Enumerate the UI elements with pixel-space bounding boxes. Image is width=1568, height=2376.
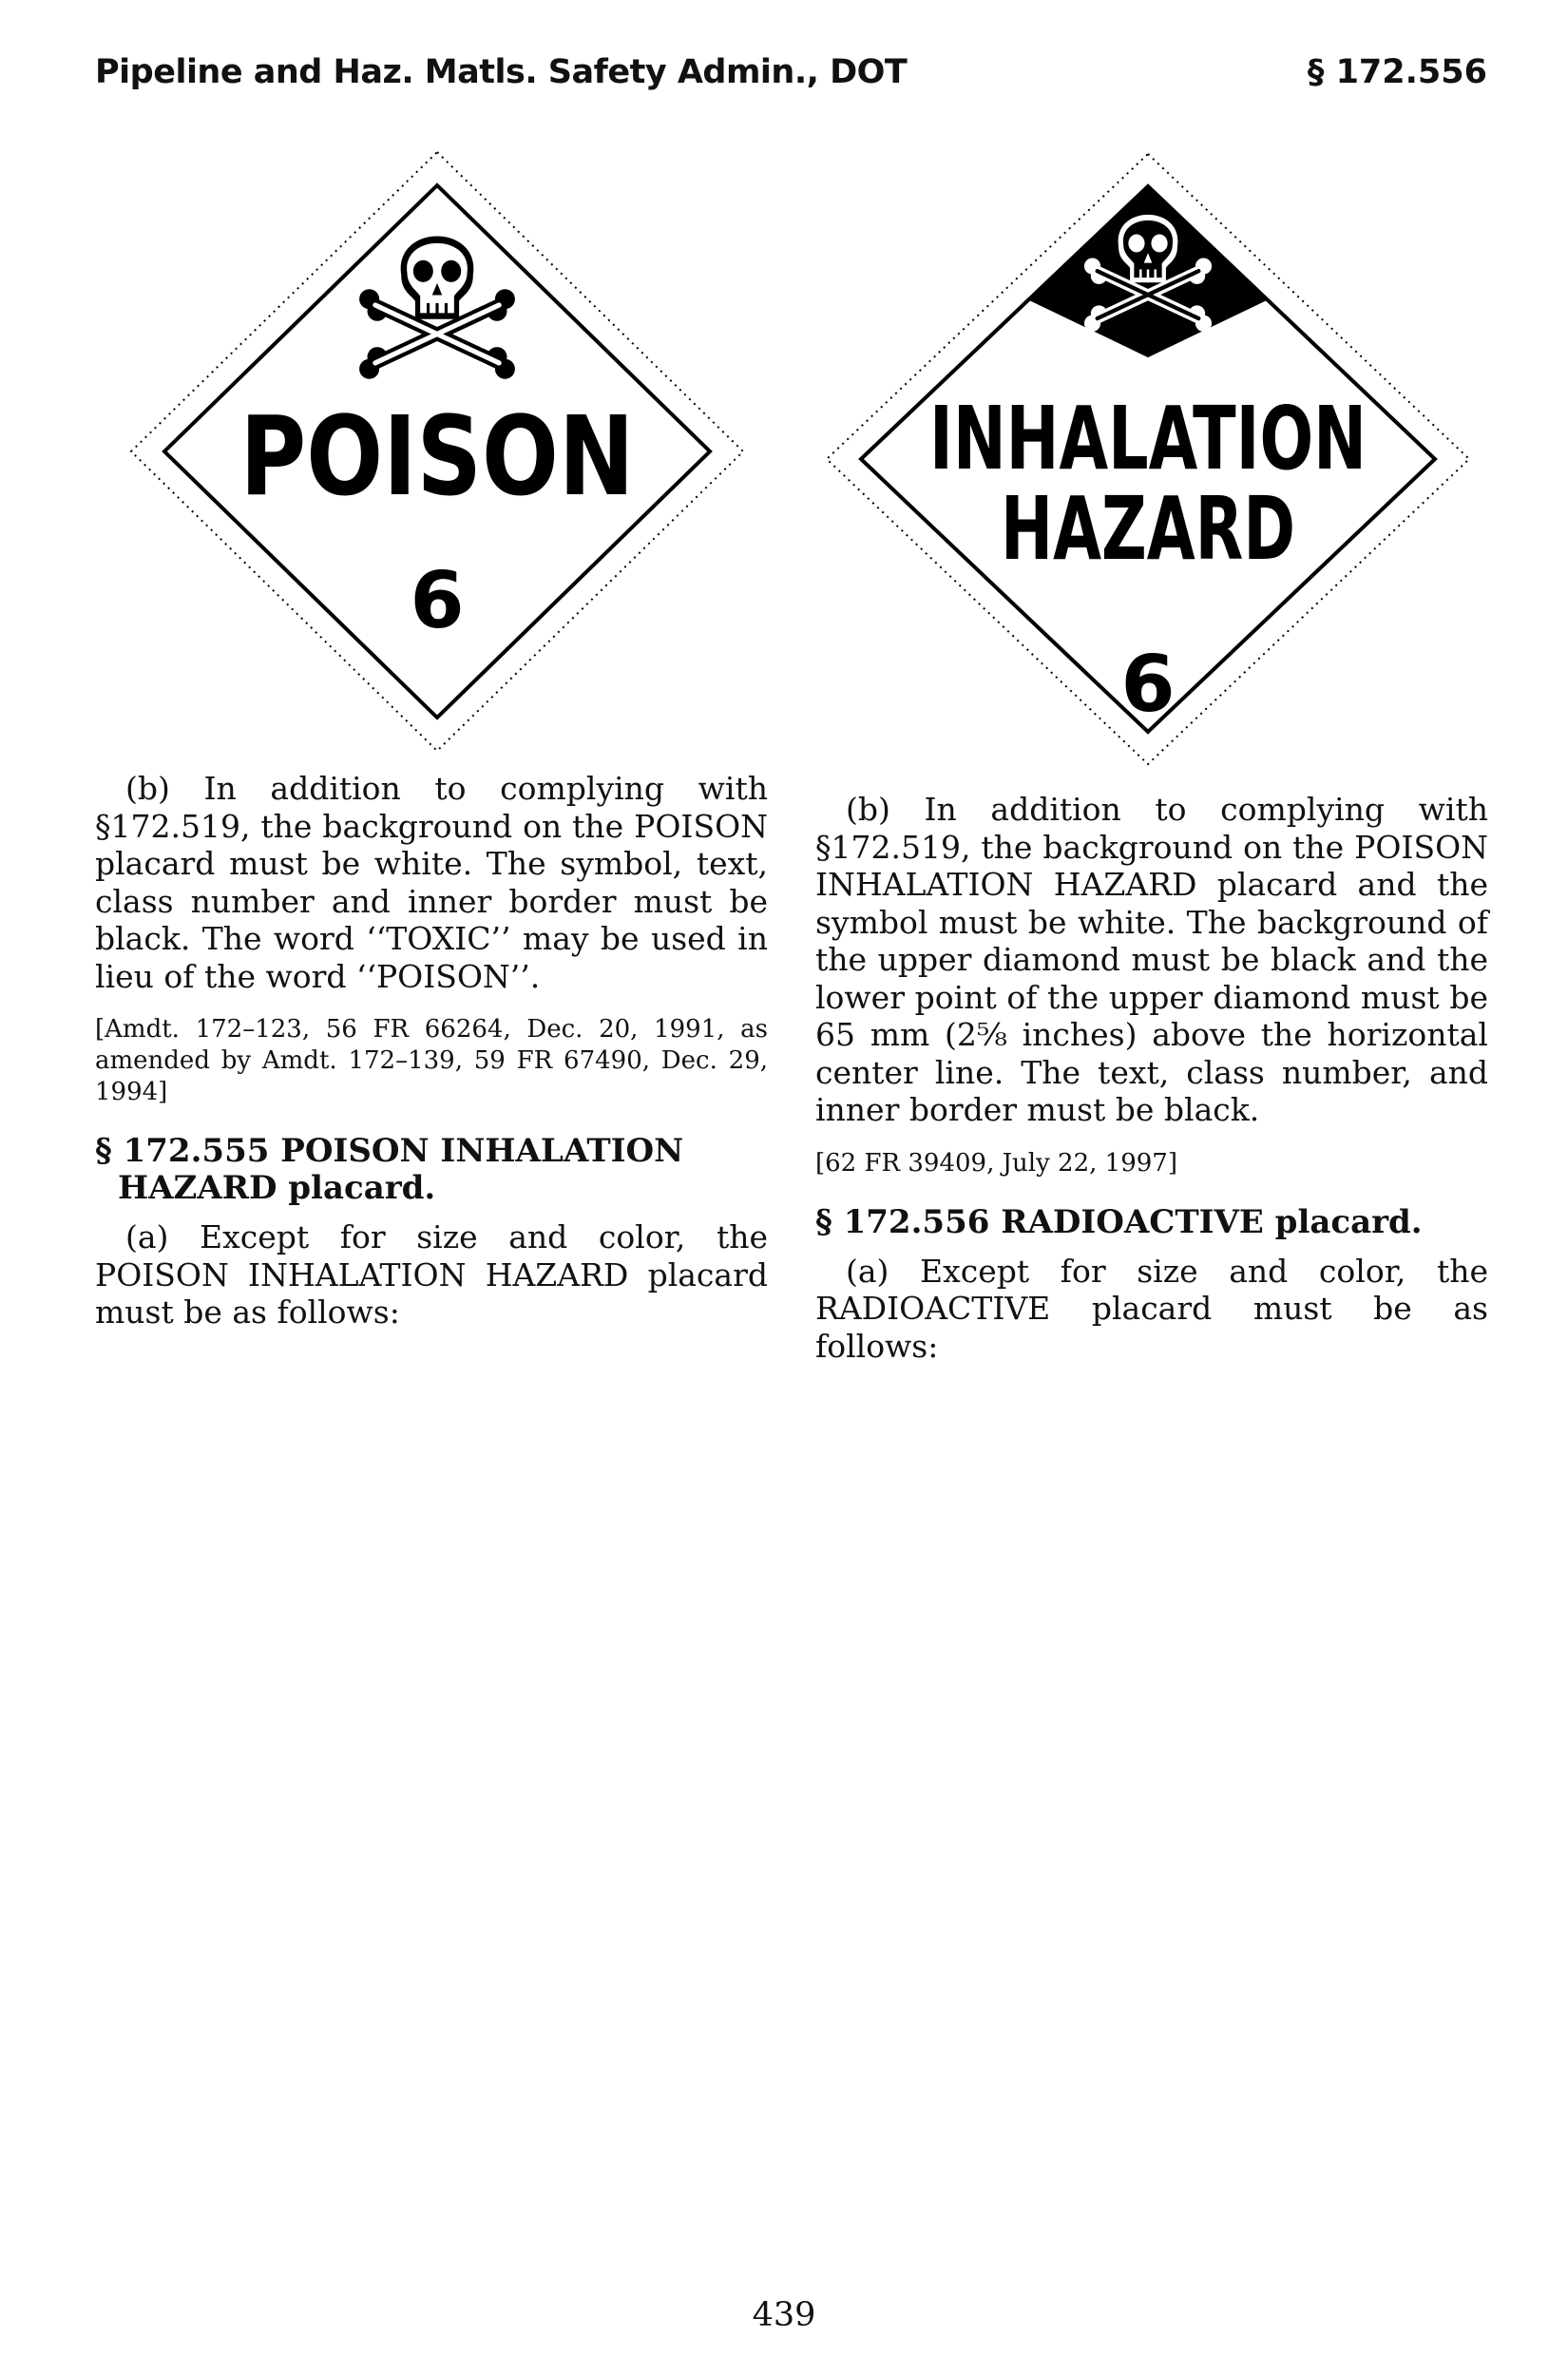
header-agency: Pipeline and Haz. Matls. Safety Admin., DOT — [95, 53, 908, 91]
paragraph-a: (a) Except for size and color, the POISON INHALATION HAZARD placard must be as follows: — [95, 1218, 768, 1331]
page-header — [95, 53, 1487, 101]
inhalation-hazard-placard-graphic — [834, 150, 1481, 768]
page-number: 439 — [752, 2296, 816, 2334]
section-number: § 172.555 — [95, 1132, 270, 1170]
paragraph-a: (a) Except for size and color, the RADIOACTIVE placard must be as follows: — [815, 1252, 1488, 1365]
section-number: § 172.556 — [815, 1202, 990, 1241]
section-title: RADIOACTIVE placard. — [1001, 1202, 1423, 1241]
right-column — [815, 791, 1488, 1365]
paragraph-b: (b) In addition to complying with §172.519, the background on the POISON INHALATION HAZARD placard and the symbol must be white. The background of the upper diamond must be black and the lower point of the upper diamond must be 65 mm (2⅝ inches) above the horizontal center line. The text, class number, and inner border must be black. — [815, 791, 1488, 1128]
poison-placard — [124, 147, 751, 756]
placard-class-number: 6 — [1120, 640, 1176, 730]
paragraph-b: (b) In addition to complying with §172.519, the background on the POISON placard must be white. The symbol, text, class number and inner border must be black. The word ‘‘TOXIC’’ may be used in lieu of the word ‘‘POISON’’. — [95, 770, 768, 995]
inhalation-hazard-placard — [834, 150, 1481, 768]
section-heading — [95, 1133, 768, 1207]
header-section: § 172.556 — [1307, 53, 1487, 91]
section-heading — [815, 1204, 1488, 1241]
citation: [62 FR 39409, July 22, 1997] — [815, 1148, 1177, 1178]
citation: [Amdt. 172–123, 56 FR 66264, Dec. 20, 1991, as amended by Amdt. 172–139, 59 FR 67490, Dec. 29, 1994] — [95, 1015, 768, 1106]
placard-class-number: 6 — [410, 556, 465, 646]
placard-word-hazard: HAZARD — [1001, 478, 1295, 580]
placard-word-poison: POISON — [239, 393, 635, 521]
left-column — [95, 770, 768, 1332]
poison-placard-graphic — [124, 147, 751, 756]
placard-word-inhalation: INHALATION — [929, 388, 1367, 489]
section-title: POISON INHALATION HAZARD placard. — [118, 1132, 684, 1207]
